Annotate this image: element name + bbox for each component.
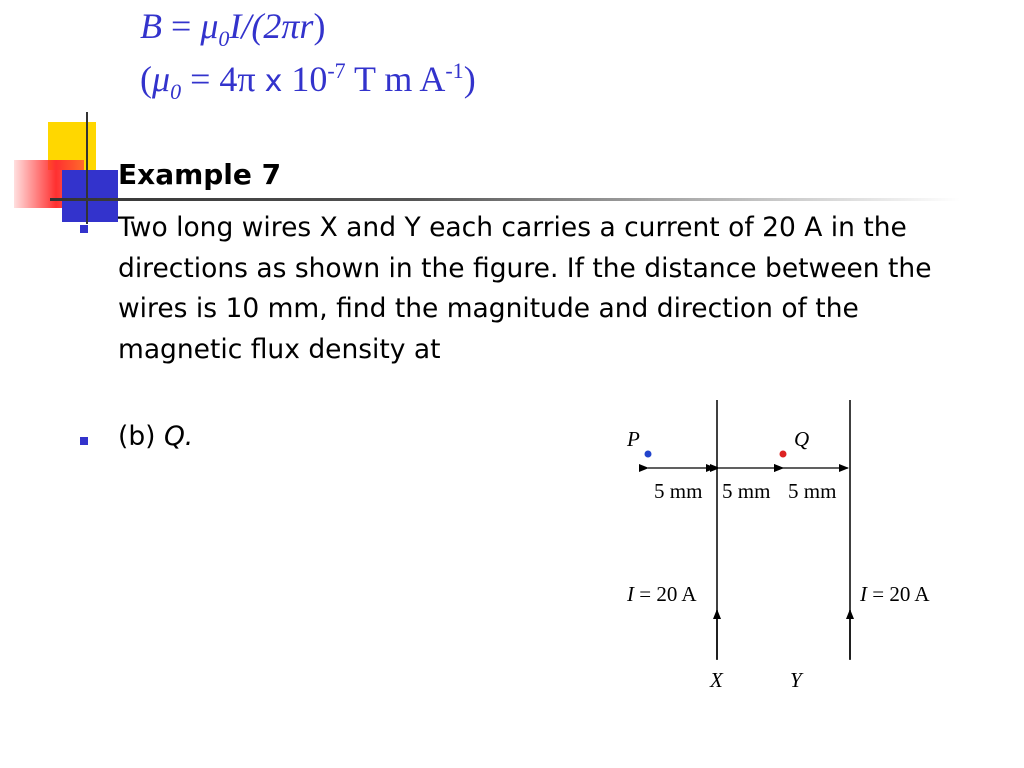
current-label-y: [859, 582, 930, 606]
current-value-y: = 20 A: [867, 582, 930, 606]
constant-open-paren: (: [140, 59, 152, 99]
constant-ten: 10: [282, 59, 328, 99]
constant-close-paren: ): [463, 59, 476, 99]
part-point: Q.: [163, 421, 194, 452]
formula-pi: π: [281, 6, 300, 46]
point-p-dot: [645, 451, 652, 458]
constant-mu: μ: [152, 59, 171, 99]
distance-label-2: 5 mm: [722, 479, 771, 503]
formula-mu-subscript: 0: [218, 26, 230, 52]
question-text: Two long wires X and Y each carries a current of 20 A in the directions as shown in the figure. If the distance between the wires is 10 mm, find the magnitude and direction of the magnetic flux density at: [118, 212, 932, 365]
constant-units-exponent: -1: [445, 58, 464, 83]
wire-x-label: X: [710, 668, 723, 692]
wires-figure: [600, 395, 980, 705]
constant-times: x: [264, 64, 283, 99]
decor-blue-block: [62, 170, 118, 222]
decor-vertical-line: [86, 112, 88, 224]
point-q-label: Q: [794, 427, 810, 451]
part-label: (b): [118, 421, 164, 452]
formula-line-2: [140, 60, 476, 103]
formula-mu: μ: [200, 6, 219, 46]
current-value-x: = 20 A: [634, 582, 697, 606]
current-symbol-x: I: [627, 582, 634, 606]
constant-value: = 4π: [181, 59, 265, 99]
formula-equals: =: [162, 6, 201, 46]
current-symbol-y: I: [860, 582, 867, 606]
example-heading: Example 7: [118, 158, 282, 191]
formula-line-1: [140, 8, 325, 50]
point-q-dot: [780, 451, 787, 458]
constant-mu-subscript: 0: [170, 79, 182, 105]
bullet-marker: [80, 437, 88, 445]
bullet-marker: [80, 225, 88, 233]
formula-b: B: [140, 6, 162, 46]
point-p-label: P: [627, 427, 640, 451]
current-label-x: [626, 582, 697, 606]
distance-label-3: 5 mm: [788, 479, 837, 503]
constant-units: T m A: [345, 59, 446, 99]
formula-close-paren: ): [313, 6, 326, 46]
wire-y-label: Y: [790, 668, 802, 692]
title-divider: [50, 198, 960, 201]
formula-current-part: I/(2: [229, 6, 282, 46]
question-part-b: [118, 421, 193, 452]
constant-exponent: -7: [327, 58, 346, 83]
distance-label-1: 5 mm: [654, 479, 703, 503]
formula-r: r: [299, 6, 314, 46]
